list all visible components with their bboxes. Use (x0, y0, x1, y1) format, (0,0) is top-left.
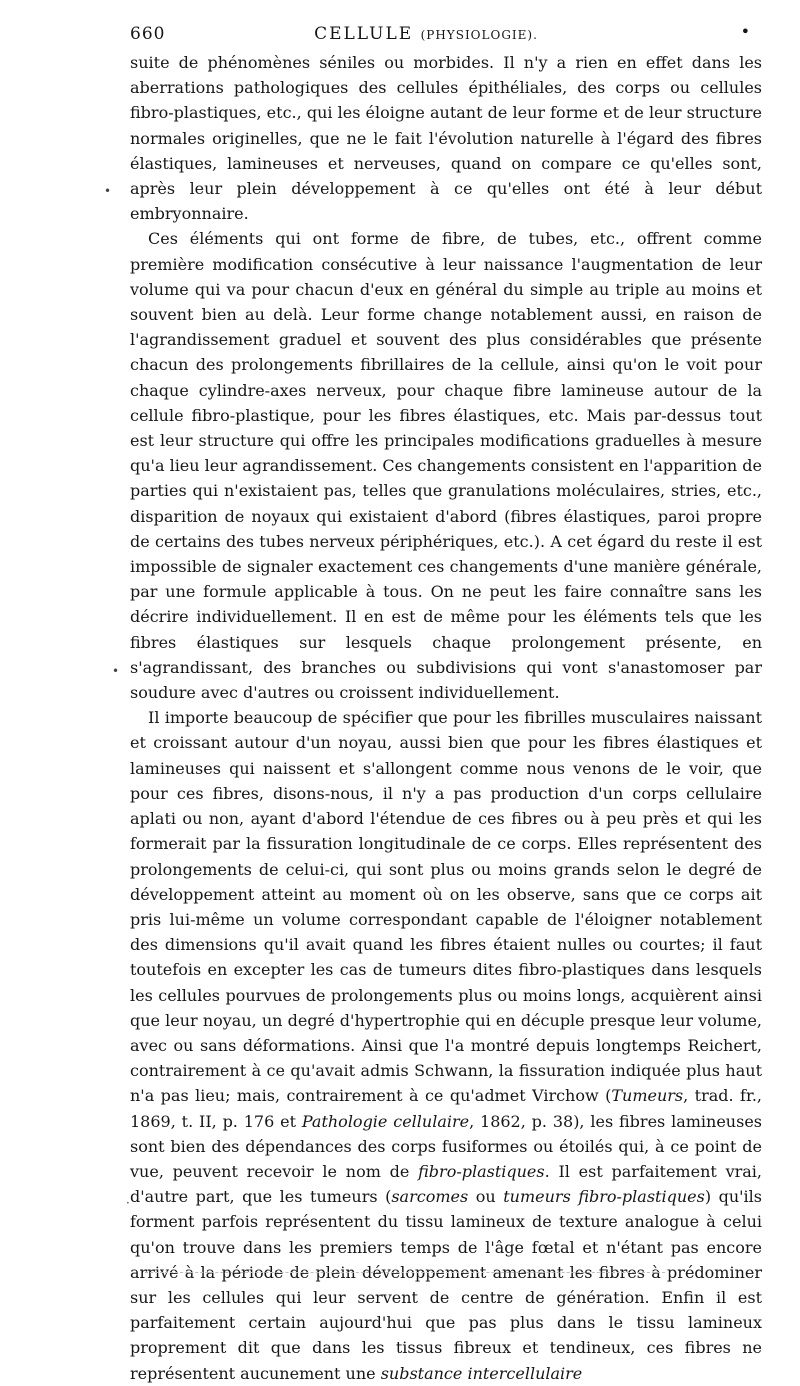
paragraph (130, 705, 762, 1385)
text-run: , trad. fr., 1869, t. II, p. 176 et (130, 1086, 763, 1131)
running-header (130, 20, 762, 50)
body-text (130, 50, 762, 1386)
paragraph (130, 226, 762, 705)
italic-text: Pathologie cellulaire (301, 1111, 470, 1131)
header-dot-mark: • (740, 22, 750, 41)
italic-text: Tumeurs (611, 1086, 684, 1106)
running-title-main: CELLULE (314, 24, 414, 44)
margin-dot-mark: • (112, 664, 120, 678)
margin-dot-mark: • (104, 184, 112, 198)
italic-text: substance intercellulaire (380, 1363, 583, 1383)
text-run: ou (468, 1187, 504, 1207)
italic-text: fibro-plastiques (418, 1161, 545, 1181)
italic-text: sarcomes (391, 1187, 469, 1207)
footer-rule (145, 1272, 665, 1273)
margin-stray-mark: · (126, 1196, 130, 1210)
italic-text: tumeurs fibro-plastiques (503, 1187, 705, 1207)
text-run: Il importe beaucoup de spécifier que pour les fibrilles musculaires naissant et croissant autour d'un noyau, aussi bien que pour les fibres élastiques et lamineuses qui naissent et s'allongent comme nous venons de le voir, que pour ces fibres, disons-nous, il n'y a pas production d'un corps cellulaire aplati ou non, ayant d'abord l'étendue de ces fibres ou à peu près et qui les formerait par la fissuration longitudinale de ce corps. Elles représentent des prolongements de celui-ci, qui sont plus ou moins grands selon le degré de développement atteint au moment où on les observe, sans que ce corps ait pris lui-même un volume correspondant capable de l'éloigner notablement des dimensions qu'il avait quand les fibres étaient nulles ou courtes; il faut toutefois en excepter les cas de tumeurs dites fibro-plastiques dans lesquels les cellules pourvues de prolongements plus ou moins longs, acquièrent ainsi que leur noyau, un degré d'hypertrophie qui en décuple presque leur volume, avec ou sans déformations. Ainsi que l'a montré depuis longtemps Reichert, contrairement à ce qu'avait admis Schwann, la fissuration indiquée plus haut n'a pas lieu; mais, contrairement à ce qu'admet Virchow ( (130, 708, 762, 1106)
text-run: . Il est parfaitement vrai, d'autre part, que les tumeurs ( (130, 1161, 763, 1207)
text-run: Ces éléments qui ont forme de fibre, de tubes, etc., offrent comme première modification consécutive à leur naissance l'augmentation de leur volume qui va pour chacun d'eux en général du simple au triple au moins et souvent bien au delà. Leur forme change notablement aussi, en raison de l'agrandissement graduel et souvent des plus considérables que présente chacun des prolongements fibrillaires de la cellule, ainsi qu'on le voit pour chaque cylindre-axes nerveux, pour chaque fibre lamineuse autour de la cellule fibro-plastique, pour les fibres élastiques, etc. Mais par-dessus tout est leur structure qui offre les principales modifications graduelles à mesure qu'a lieu leur agrandissement. Ces changements consistent en l'apparition de parties qui n'existaient pas, telles que granulations moléculaires, stries, etc., disparition de noyaux qui existaient d'abord (fibres élastiques, paroi propre de certains des tubes nerveux périphériques, etc.). A cet égard du reste il est impossible de signaler exactement ces changements d'une manière générale, par une formule applicable à tous. On ne peut les faire connaître sans les décrire individuellement. Il en est de même pour les éléments tels que les fibres élastiques sur lesquels chaque prolongement présente, en s'agrandissant, des branches ou subdivisions qui vont s'anastomoser par soudure avec d'autres ou croissent individuellement. (130, 229, 762, 703)
page-number: 660 (130, 24, 166, 44)
running-title (130, 24, 722, 44)
paragraph (130, 50, 762, 226)
text-run: , 1862, p. 38), les fibres lamineuses sont bien des dépendances des corps fusiformes ou étoilés qui, à ce point de vue, peuvent recevoir le nom de (130, 1111, 762, 1181)
running-title-sub: (PHYSIOLOGIE). (420, 28, 538, 42)
text-run: ) qu'ils forment parfois représentent du tissu lamineux de texture analogue à celui qu'on trouve dans les premiers temps de l'âge fœtal et n'étant pas encore arrivé à la période de plein développement amenant les fibres à prédominer sur les cellules qui leur servent de centre de génération. Enfin il est parfaitement certain aujourd'hui que pas plus dans le tissu lamineux proprement dit que dans les tissus fibreux et tendineux, ces fibres ne représentent aucunement une (130, 1187, 762, 1383)
text-run: suite de phénomènes séniles ou morbides. Il n'y a rien en effet dans les aberrations pathologiques des cellules épithéliales, des corps ou cellules fibro-plastiques, etc., qui les éloigne autant de leur forme et de leur structure normales originelles, que ne le fait l'évolution naturelle à l'égard des fibres élastiques, lamineuses et nerveuses, quand on compare ce qu'elles sont, après leur plein développement à ce qu'elles ont été à leur début embryonnaire. (130, 53, 762, 224)
